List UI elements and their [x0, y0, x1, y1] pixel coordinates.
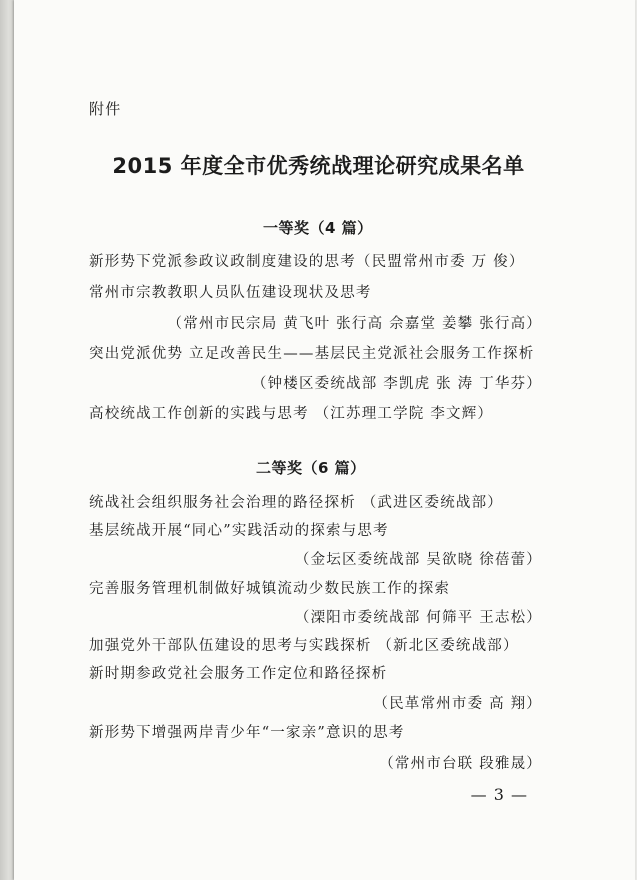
scan-left-edge [0, 0, 14, 880]
second-prize-entry: 基层统战开展“同心”实践活动的探索与思考 [89, 523, 389, 539]
first-prize-entry: 高校统战工作创新的实践与思考 （江苏理工学院 李文辉） [89, 406, 494, 422]
page-number: — 3 — [470, 785, 528, 804]
first-prize-entry: 突出党派优势 立足改善民生——基层民主党派社会服务工作探析 [89, 346, 535, 362]
second-prize-entry: 新时期参政党社会服务工作定位和路径探析 [89, 666, 388, 682]
second-prize-entry: 加强党外干部队伍建设的思考与实践探析 （新北区委统战部） [89, 638, 519, 654]
second-prize-authors: （民革常州市委 高 翔） [373, 696, 542, 712]
first-prize-heading: 一等奖（4 篇） [263, 219, 373, 237]
second-prize-entry: 统战社会组织服务社会治理的路径探析 （武进区委统战部） [89, 495, 504, 511]
first-prize-entry: 新形势下党派参政议政制度建设的思考（民盟常州市委 万 俊） [89, 254, 525, 270]
second-prize-authors: （常州市台联 段雅晟） [379, 756, 542, 772]
second-prize-authors: （金坛区委统战部 吴欲晓 徐蓓蕾） [294, 552, 542, 568]
first-prize-entry: 常州市宗教教职人员队伍建设现状及思考 [89, 285, 372, 301]
page-title: 2015 年度全市优秀统战理论研究成果名单 [112, 154, 525, 178]
second-prize-entry: 新形势下增强两岸青少年“一家亲”意识的思考 [89, 725, 405, 741]
first-prize-authors: （钟楼区委统战部 李凯虎 张 涛 丁华芬） [251, 376, 542, 392]
document-page [14, 0, 635, 880]
second-prize-heading: 二等奖（6 篇） [256, 459, 366, 477]
second-prize-entry: 完善服务管理机制做好城镇流动少数民族工作的探索 [89, 581, 451, 597]
first-prize-authors: （常州市民宗局 黄飞叶 张行高 佘嘉堂 姜攀 张行高） [167, 316, 542, 332]
second-prize-authors: （溧阳市委统战部 何筛平 王志松） [294, 610, 542, 626]
attachment-label: 附件 [89, 100, 122, 118]
